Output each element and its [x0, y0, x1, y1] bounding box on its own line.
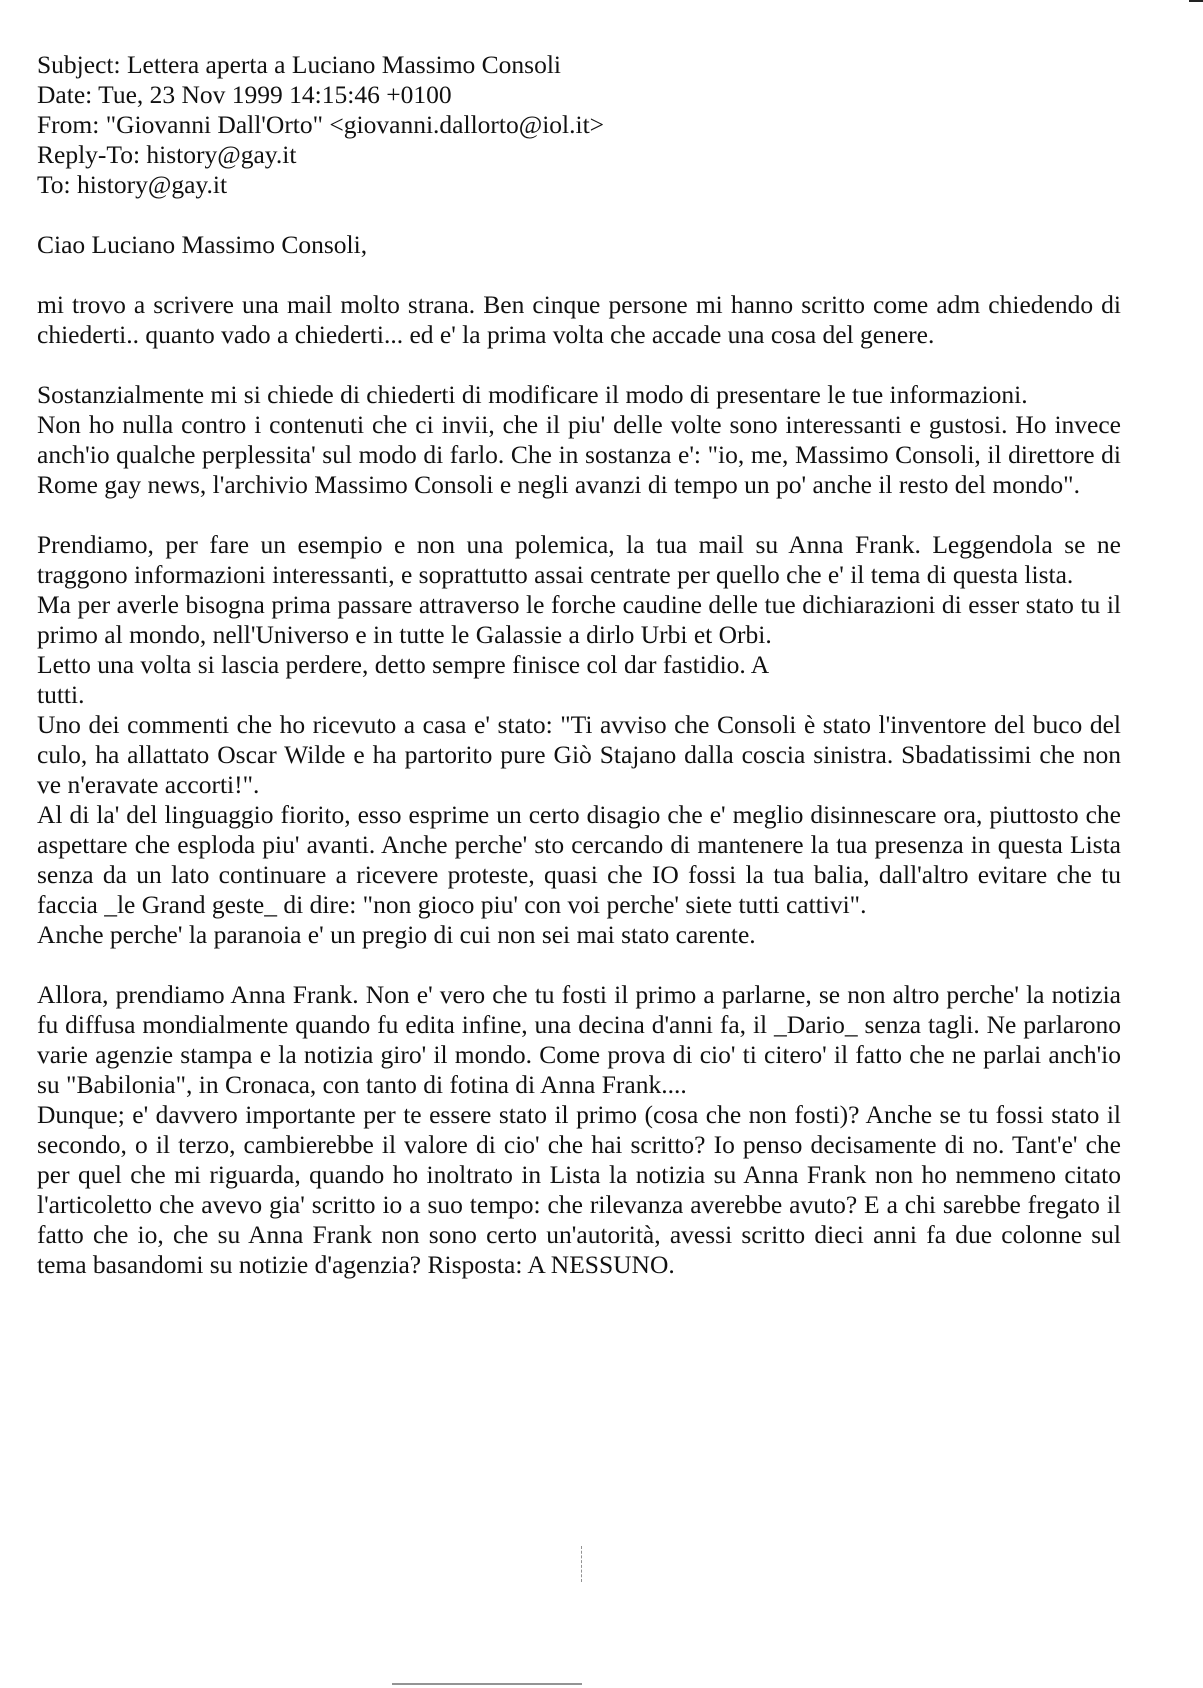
- subject-line: Subject: Lettera aperta a Luciano Massimo Consoli: [37, 50, 562, 79]
- body-paragraph: Allora, prendiamo Anna Frank. Non e' vero che tu fosti il primo a parlarne, se non altro perche' la notizia fu diffusa mondialmente quando fu edita infine, una decina d'anni fa, il _Dario_ senza tagli. Ne parlarono varie agenzie stampa e la notizia giro' il mondo. Come prova di cio' ti citero' il fatto che ne parlai anch'io su "Babilonia", in Cronaca, con tanto di fotina di Anna Frank....: [37, 980, 1121, 1099]
- email-headers: [37, 50, 1121, 200]
- body-paragraph: Ma per averle bisogna prima passare attraverso le forche caudine delle tue dichiarazioni di esser stato tu il primo al mondo, nell'Universo e in tutte le Galassie a dirlo Urbi et Orbi.: [37, 590, 1121, 649]
- scan-artifact-line: [392, 1683, 582, 1685]
- date-line: Date: Tue, 23 Nov 1999 14:15:46 +0100: [37, 80, 452, 109]
- body-paragraph: Sostanzialmente mi si chiede di chiederti di modificare il modo di presentare le tue informazioni.: [37, 380, 1028, 409]
- body-paragraph: Dunque; e' davvero importante per te essere stato il primo (cosa che non fosti)? Anche se tu fossi stato il secondo, o il terzo, cambierebbe il valore di cio' che hai scritto? Io penso decisamente di no. Tant'e' che per quel che mi riguarda, quando ho inoltrato in Lista la notizia su Anna Frank non ho nemmeno citato l'articoletto che avevo gia' scritto io a suo tempo: che rilevanza averebbe avuto? E a chi sarebbe fregato il fatto che io, che su Anna Frank non sono certo un'autorità, avessi scritto dieci anni fa due colonne sul tema basandomi su notizie d'agenzia? Risposta: A NESSUNO.: [37, 1100, 1121, 1279]
- body-paragraph: Letto una volta si lascia perdere, detto sempre finisce col dar fastidio. A: [37, 650, 770, 679]
- greeting: Ciao Luciano Massimo Consoli,: [37, 230, 368, 259]
- body-paragraph: Al di la' del linguaggio fiorito, esso esprime un certo disagio che e' meglio disinnescare ora, piuttosto che aspettare che esploda piu' avanti. Anche perche' sto cercando di mantenere la tua presenza in questa Lista senza da un lato continuare a ricevere proteste, quasi che IO fossi la tua balia, dall'altro evitare che tu faccia _le Grand geste_ di dire: "non gioco piu' con voi perche' siete tutti cattivi".: [37, 800, 1121, 919]
- body-paragraph: Non ho nulla contro i contenuti che ci invii, che il piu' delle volte sono interessanti e gustosi. Ho invece anch'io qualche perplessita' sul modo di farlo. Che in sostanza e': "io, me, Massimo Consoli, il direttore di Rome gay news, l'archivio Massimo Consoli e negli avanzi di tempo un po' anche il resto del mondo".: [37, 410, 1121, 499]
- scan-artifact-mark: [581, 1546, 584, 1582]
- scan-corner-mark: [1189, 0, 1203, 2]
- body-paragraph: Prendiamo, per fare un esempio e non una polemica, la tua mail su Anna Frank. Leggendola se ne traggono informazioni interessanti, e soprattutto assai centrate per quello che e' il tema di questa lista.: [37, 530, 1121, 589]
- to-line: To: history@gay.it: [37, 170, 228, 199]
- body-paragraph: tutti.: [37, 680, 85, 709]
- body-paragraph: Anche perche' la paranoia e' un pregio di cui non sei mai stato carente.: [37, 920, 756, 949]
- from-line: From: "Giovanni Dall'Orto" <giovanni.dallorto@iol.it>: [37, 110, 605, 139]
- body-paragraph: mi trovo a scrivere una mail molto strana. Ben cinque persone mi hanno scritto come adm chiedendo di chiederti.. quanto vado a chiederti... ed e' la prima volta che accade una cosa del genere.: [37, 290, 1121, 349]
- reply-to-line: Reply-To: history@gay.it: [37, 140, 297, 169]
- body-paragraph: Uno dei commenti che ho ricevuto a casa e' stato: "Ti avviso che Consoli è stato l'inventore del buco del culo, ha allattato Oscar Wilde e ha partorito pure Giò Stajano dalla coscia sinistra. Sbadatissimi che non ve n'eravate accorti!".: [37, 710, 1121, 799]
- email-printout: [37, 50, 1121, 1280]
